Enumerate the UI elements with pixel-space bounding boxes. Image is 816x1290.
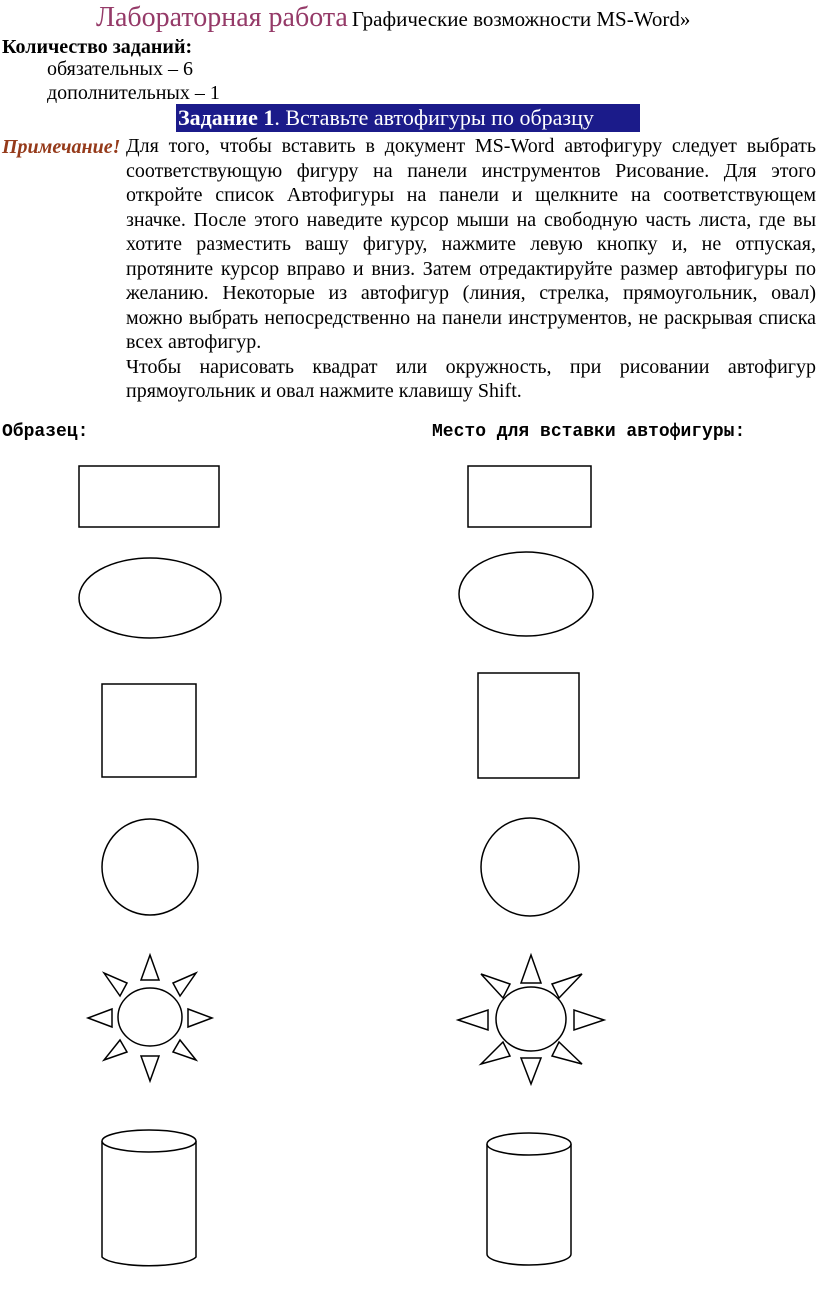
tasks-required: обязательных – 6 bbox=[47, 58, 193, 80]
insert-oval-shape bbox=[459, 552, 593, 636]
tasks-count-heading: Количество заданий: bbox=[2, 36, 193, 58]
sample-column-label: Образец: bbox=[2, 422, 89, 442]
note-paragraph-2: Чтобы нарисовать квадрат или окружность, при рисовании автофигур прямоугольник и овал нажмите клавишу Shift. bbox=[126, 355, 816, 402]
insert-sun-shape bbox=[458, 955, 604, 1084]
insert-circle-shape bbox=[481, 818, 579, 916]
tasks-additional: дополнительных – 1 bbox=[47, 82, 220, 104]
note-paragraph-1: Для того, чтобы вставить в документ MS-Word автофигуру следует выбрать соответствующую фигуру на панели инструментов Рисование. Для этого откройте список Автофигуры на панели и щелкните на соответствующем значке. После этого наведите курсор мыши на свободную часть листа, где вы хотите разместить вашу фигуру, нажмите левую кнопку и, не отпуская, протяните курсор вправо и вниз. Затем отредактируйте размер автофигуры по желанию. Некоторые из автофигур (линия, стрелка, прямоугольник, овал) можно выбрать непосредственно на панели инструментов, не раскрывая списка всех автофигур. bbox=[126, 135, 816, 353]
lab-subtitle: Графические возможности MS-Word» bbox=[351, 7, 691, 31]
task-number: Задание 1 bbox=[178, 105, 275, 130]
sample-rectangle-shape bbox=[79, 466, 219, 527]
sample-square-shape bbox=[102, 684, 196, 777]
sample-cylinder-shape bbox=[102, 1130, 196, 1266]
sample-circle-shape bbox=[102, 819, 198, 915]
note-label: Примечание! bbox=[2, 136, 121, 158]
lab-title: Лабораторная работа bbox=[96, 2, 348, 33]
insert-column-label: Место для вставки автофигуры: bbox=[432, 422, 746, 442]
task-text: . Вставьте автофигуры по образцу bbox=[274, 105, 594, 130]
sample-sun-shape bbox=[88, 955, 212, 1081]
insert-square-shape bbox=[478, 673, 579, 778]
insert-rectangle-shape bbox=[468, 466, 591, 527]
sample-oval-shape bbox=[79, 558, 221, 638]
insert-cylinder-shape bbox=[487, 1133, 571, 1265]
